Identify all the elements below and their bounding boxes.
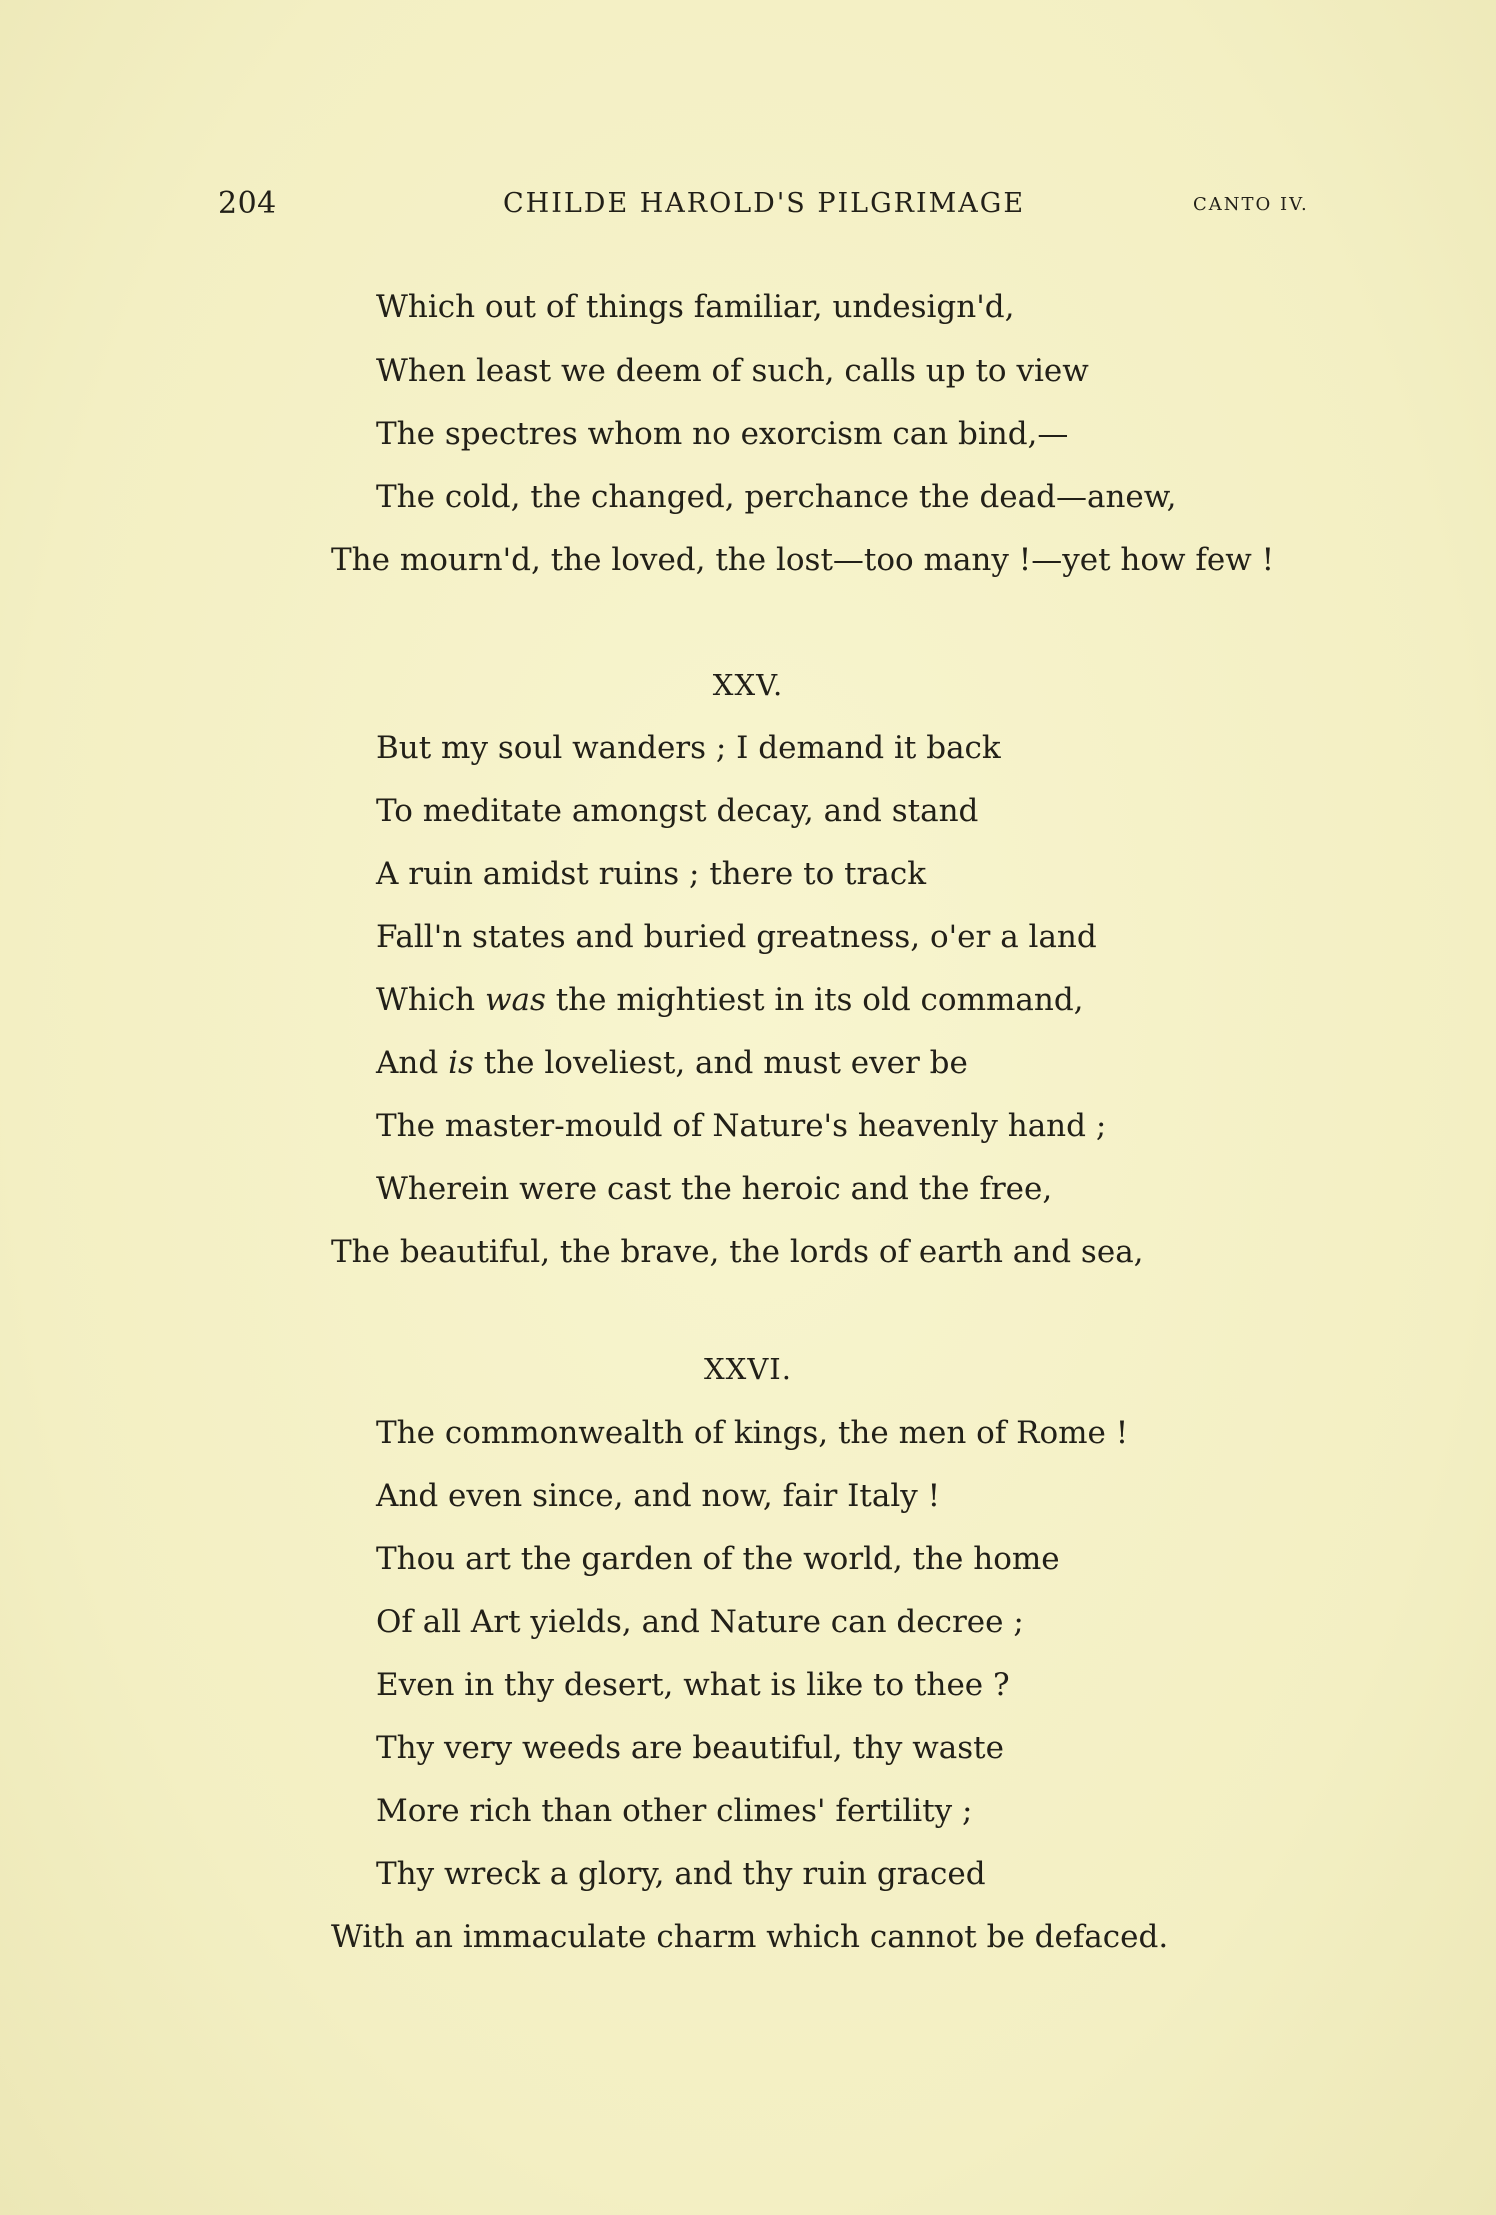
- verse-line: The master-mould of Nature's heavenly hand ;: [376, 1108, 1107, 1144]
- canto-label: CANTO IV.: [1193, 194, 1309, 215]
- verse-line: Fall'n states and buried greatness, o'er a land: [376, 919, 1097, 955]
- verse-text: the loveliest, and must ever be: [483, 1045, 968, 1081]
- verse-line: [376, 1045, 968, 1081]
- verse-line: With an immaculate charm which cannot be defaced.: [331, 1919, 1169, 1955]
- verse-line: Thy very weeds are beautiful, thy waste: [376, 1730, 1004, 1766]
- stanza-number: XXVI.: [704, 1352, 792, 1386]
- verse-line: The mourn'd, the loved, the lost—too many !—yet how few !: [331, 542, 1275, 578]
- verse-line: When least we deem of such, calls up to view: [376, 353, 1089, 389]
- page-number: 204: [218, 186, 277, 221]
- verse-line: Thy wreck a glory, and thy ruin graced: [376, 1856, 986, 1892]
- stanza-number: XXV.: [712, 668, 784, 702]
- verse-line: The beautiful, the brave, the lords of earth and sea,: [331, 1234, 1144, 1270]
- verse-line: And even since, and now, fair Italy !: [376, 1478, 941, 1514]
- running-title: CHILDE HAROLD'S PILGRIMAGE: [503, 188, 1026, 219]
- verse-line: Wherein were cast the heroic and the free,: [376, 1171, 1053, 1207]
- verse-line: [376, 982, 1084, 1018]
- italic-emphasis: is: [448, 1045, 474, 1081]
- verse-line: The commonwealth of kings, the men of Rome !: [376, 1415, 1129, 1451]
- verse-line: But my soul wanders ; I demand it back: [376, 730, 1001, 766]
- verse-line: The cold, the changed, perchance the dead—anew,: [376, 479, 1177, 515]
- italic-emphasis: was: [484, 982, 546, 1018]
- verse-line: More rich than other climes' fertility ;: [376, 1793, 973, 1829]
- verse-line: Which out of things familiar, undesign'd,: [376, 289, 1015, 325]
- verse-line: The spectres whom no exorcism can bind,—: [376, 416, 1069, 452]
- verse-line: Thou art the garden of the world, the home: [376, 1541, 1060, 1577]
- verse-line: To meditate amongst decay, and stand: [376, 793, 979, 829]
- verse-text: Which: [376, 982, 485, 1018]
- verse-line: Even in thy desert, what is like to thee ?: [376, 1667, 1010, 1703]
- verse-line: A ruin amidst ruins ; there to track: [376, 856, 927, 892]
- verse-text: And: [376, 1045, 449, 1081]
- verse-text: the mightiest in its old command,: [555, 982, 1084, 1018]
- page-header: [0, 186, 1496, 226]
- verse-line: Of all Art yields, and Nature can decree ;: [376, 1604, 1024, 1640]
